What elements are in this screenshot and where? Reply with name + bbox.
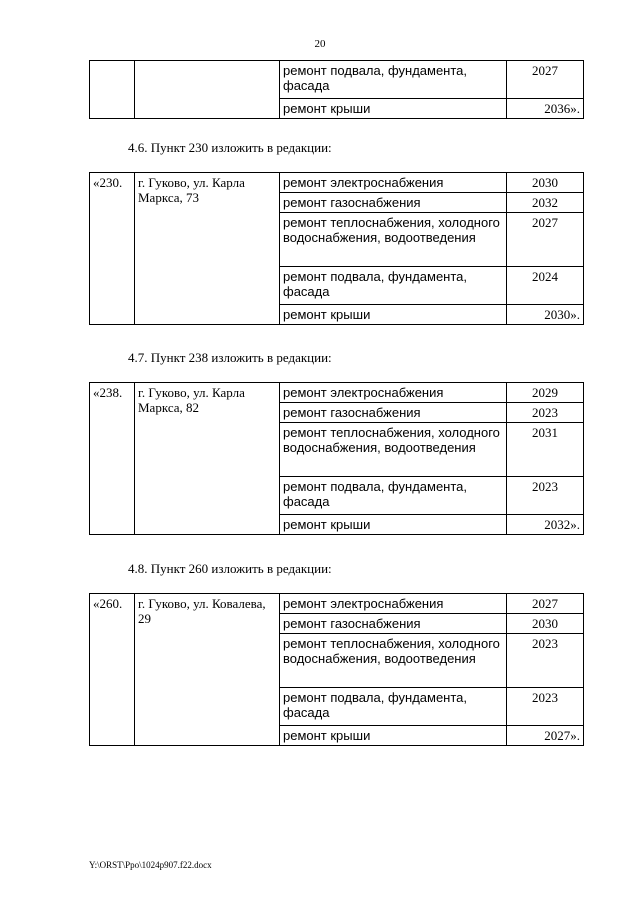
item-number: «260. [90, 594, 135, 746]
year-cell: 2030 [507, 614, 584, 634]
year-cell: 2032 [507, 193, 584, 213]
work-cell: ремонт теплоснабжения, холодного водоснабжения, водоотведения [280, 423, 507, 477]
year-cell: 2024 [507, 267, 584, 305]
year-cell: 2023 [507, 477, 584, 515]
work-cell: ремонт подвала, фундамента, фасада [280, 61, 507, 99]
section-heading: 4.6. Пункт 230 изложить в редакции: [128, 140, 332, 155]
number-cell [90, 61, 135, 119]
table-row [90, 61, 584, 99]
section-heading: 4.7. Пункт 238 изложить в редакции: [128, 350, 332, 365]
footer-file-path: Y:\ORST\Ppo\1024p907.f22.docx [89, 860, 212, 870]
work-cell: ремонт электроснабжения [280, 173, 507, 193]
year-cell: 2023 [507, 403, 584, 423]
page-number: 20 [314, 38, 326, 50]
table-row [90, 594, 584, 614]
year-cell: 2027». [507, 726, 584, 746]
work-cell: ремонт электроснабжения [280, 594, 507, 614]
item-number: «230. [90, 173, 135, 325]
section-heading: 4.8. Пункт 260 изложить в редакции: [128, 561, 332, 576]
work-cell: ремонт крыши [280, 305, 507, 325]
year-cell: 2030 [507, 173, 584, 193]
work-cell: ремонт газоснабжения [280, 193, 507, 213]
work-cell: ремонт подвала, фундамента, фасада [280, 477, 507, 515]
year-cell: 2027 [507, 213, 584, 267]
work-cell: ремонт крыши [280, 515, 507, 535]
item-table [89, 172, 584, 325]
item-address: г. Гуково, ул. Ковалева, 29 [135, 594, 280, 746]
item-address: г. Гуково, ул. Карла Маркса, 73 [135, 173, 280, 325]
item-number: «238. [90, 383, 135, 535]
year-cell: 2027 [507, 594, 584, 614]
work-cell: ремонт крыши [280, 726, 507, 746]
table-row [90, 173, 584, 193]
work-cell: ремонт электроснабжения [280, 383, 507, 403]
work-cell: ремонт теплоснабжения, холодного водоснабжения, водоотведения [280, 634, 507, 688]
year-cell: 2031 [507, 423, 584, 477]
continued-table [89, 60, 584, 119]
work-cell: ремонт газоснабжения [280, 403, 507, 423]
work-cell: ремонт теплоснабжения, холодного водоснабжения, водоотведения [280, 213, 507, 267]
work-cell: ремонт газоснабжения [280, 614, 507, 634]
item-table [89, 593, 584, 746]
year-cell: 2030». [507, 305, 584, 325]
item-address: г. Гуково, ул. Карла Маркса, 82 [135, 383, 280, 535]
item-table [89, 382, 584, 535]
work-cell: ремонт крыши [280, 99, 507, 119]
year-cell: 2027 [507, 61, 584, 99]
year-cell: 2029 [507, 383, 584, 403]
year-cell: 2023 [507, 688, 584, 726]
work-cell: ремонт подвала, фундамента, фасада [280, 267, 507, 305]
year-cell: 2032». [507, 515, 584, 535]
year-cell: 2023 [507, 634, 584, 688]
year-cell: 2036». [507, 99, 584, 119]
address-cell [135, 61, 280, 119]
table-row [90, 383, 584, 403]
work-cell: ремонт подвала, фундамента, фасада [280, 688, 507, 726]
